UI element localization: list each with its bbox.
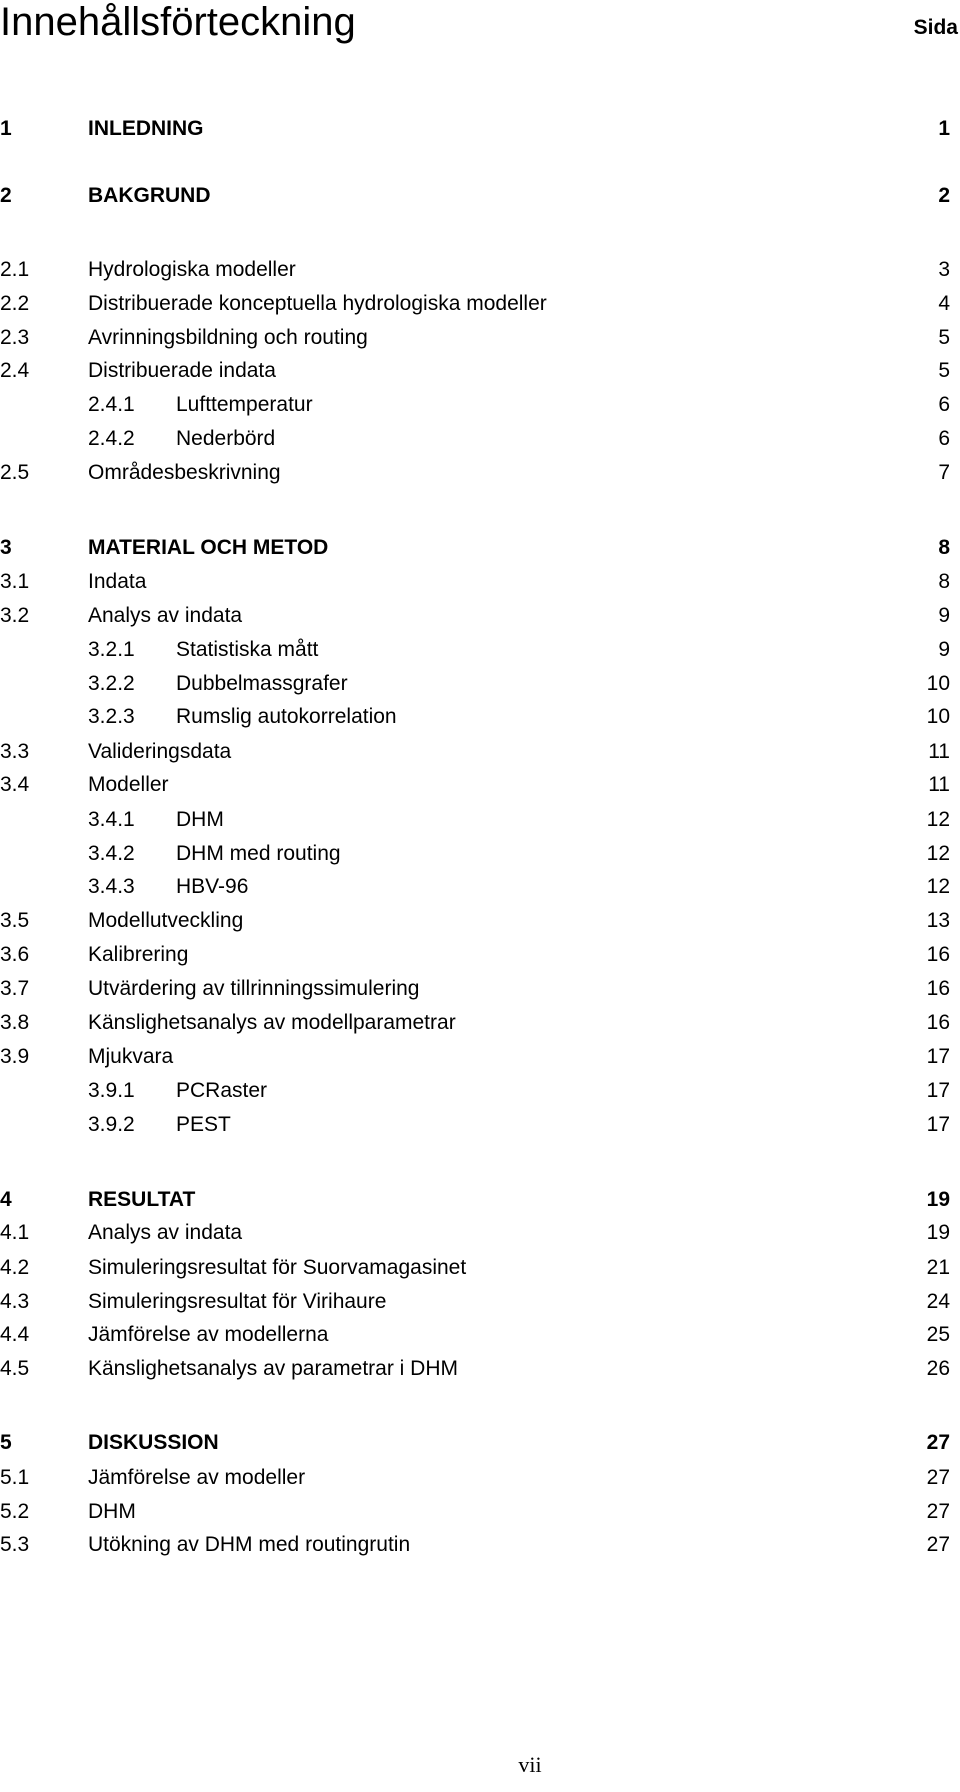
toc-entry-page: 16 (926, 977, 950, 1000)
toc-entry-page: 12 (926, 842, 950, 865)
toc-entry-number: 3.6 (0, 943, 30, 966)
toc-entry (0, 255, 950, 285)
toc-entry-number: 2.4.2 (88, 427, 135, 450)
toc-entry-number: 3.3 (0, 740, 30, 763)
toc-entry (0, 1218, 950, 1248)
toc-entry (0, 1463, 950, 1493)
toc-entry-page: 5 (938, 359, 950, 382)
toc-entry-title: MATERIAL OCH METOD (88, 536, 329, 559)
toc-entry-page: 2 (938, 184, 950, 207)
toc-entry-title: DISKUSSION (88, 1431, 219, 1454)
toc-entry-number: 4 (0, 1188, 12, 1211)
toc-entry-page: 17 (926, 1045, 950, 1068)
toc-entry (0, 737, 950, 767)
toc-entry-title: DHM (88, 1500, 136, 1523)
toc-entry-page: 27 (926, 1533, 950, 1556)
toc-entry (0, 1354, 950, 1384)
toc-entry (0, 872, 950, 902)
toc-entry-number: 3.2.1 (88, 638, 135, 661)
toc-entry-page: 16 (926, 943, 950, 966)
toc-entry-page: 16 (926, 1011, 950, 1034)
toc-entry-title: Jämförelse av modellerna (88, 1323, 329, 1346)
toc-entry-page: 3 (938, 258, 950, 281)
toc-entry-number: 3.4.1 (88, 808, 135, 831)
toc-entry-number: 3 (0, 536, 12, 559)
toc-entry-title: BAKGRUND (88, 184, 211, 207)
toc-entry (0, 289, 950, 319)
toc-entry-number: 3.7 (0, 977, 30, 1000)
toc-entry-page: 4 (938, 292, 950, 315)
toc-entry-title: DHM med routing (176, 842, 341, 865)
toc-entry-number: 4.5 (0, 1357, 30, 1380)
toc-entry-page: 6 (938, 393, 950, 416)
toc-entry-title: Modellutveckling (88, 909, 244, 932)
toc-entry-number: 3.2 (0, 604, 30, 627)
toc-entry (0, 1530, 950, 1560)
toc-entry (0, 839, 950, 869)
toc-entry-title: Utökning av DHM med routingrutin (88, 1533, 411, 1556)
toc-entry-number: 4.1 (0, 1221, 30, 1244)
toc-chapter-entry (0, 1185, 950, 1215)
toc-entry-number: 4.2 (0, 1256, 30, 1279)
toc-entry-page: 5 (938, 326, 950, 349)
toc-chapter-entry (0, 1428, 950, 1458)
toc-entry (0, 974, 950, 1004)
footer-page-number: vii (518, 1752, 542, 1777)
page-column-label: Sida (913, 16, 958, 39)
toc-entry-number: 3.9.2 (88, 1113, 135, 1136)
toc-chapter-entry (0, 114, 950, 144)
toc-entry-page: 17 (926, 1079, 950, 1102)
toc-entry-number: 3.9.1 (88, 1079, 135, 1102)
toc-entry-page: 25 (926, 1323, 950, 1346)
toc-entry (0, 1253, 950, 1283)
toc-entry-page: 27 (926, 1466, 950, 1489)
toc-entry-page: 11 (928, 773, 950, 796)
toc-entry-title: INLEDNING (88, 117, 204, 140)
toc-entry-title: Statistiska mått (176, 638, 319, 661)
toc-entry-page: 19 (926, 1221, 950, 1244)
toc-entry-title: Simuleringsresultat för Suorvamagasinet (88, 1256, 467, 1279)
toc-entry-number: 5 (0, 1431, 12, 1454)
toc-entry-number: 1 (0, 117, 12, 140)
toc-entry-page: 10 (926, 672, 950, 695)
toc-entry-title: Känslighetsanalys av modellparametrar (88, 1011, 456, 1034)
toc-entry-number: 2.2 (0, 292, 30, 315)
toc-entry-title: Indata (88, 570, 147, 593)
toc-entry-page: 9 (938, 638, 950, 661)
toc-entry (0, 567, 950, 597)
toc-entry (0, 458, 950, 488)
toc-entry-title: Simuleringsresultat för Virihaure (88, 1290, 387, 1313)
toc-entry (0, 635, 950, 665)
toc-entry-title: Rumslig autokorrelation (176, 705, 397, 728)
toc-entry (0, 1497, 950, 1527)
toc-entry-title: Hydrologiska modeller (88, 258, 296, 281)
toc-entry (0, 601, 950, 631)
toc-entry-title: Jämförelse av modeller (88, 1466, 306, 1489)
toc-entry-title: Avrinningsbildning och routing (88, 326, 368, 349)
toc-entry-title: PCRaster (176, 1079, 268, 1102)
toc-entry-number: 3.4 (0, 773, 30, 796)
toc-entry-title: DHM (176, 808, 224, 831)
toc-entry-page: 9 (938, 604, 950, 627)
toc-chapter-entry (0, 181, 950, 211)
toc-entry-page: 12 (926, 875, 950, 898)
toc-entry-page: 17 (926, 1113, 950, 1136)
toc-entry-page: 1 (938, 117, 950, 140)
toc-entry-title: PEST (176, 1113, 231, 1136)
toc-entry-number: 3.1 (0, 570, 30, 593)
toc-entry (0, 702, 950, 732)
toc-entry (0, 1110, 950, 1140)
toc-entry-title: Utvärdering av tillrinningssimulering (88, 977, 420, 1000)
toc-entry (0, 390, 950, 420)
toc-entry-page: 6 (938, 427, 950, 450)
toc-entry-title: Distribuerade indata (88, 359, 276, 382)
toc-entry-number: 4.4 (0, 1323, 30, 1346)
toc-entry (0, 356, 950, 386)
toc-entry-number: 2 (0, 184, 12, 207)
toc-entry (0, 1042, 950, 1072)
toc-entry-number: 2.4 (0, 359, 30, 382)
toc-entry-page: 10 (926, 705, 950, 728)
toc-entry (0, 424, 950, 454)
toc-entry-number: 3.2.3 (88, 705, 135, 728)
toc-entry-title: Områdesbeskrivning (88, 461, 281, 484)
toc-entry-number: 3.8 (0, 1011, 30, 1034)
toc-entry-page: 27 (926, 1431, 950, 1454)
toc-entry-title: Valideringsdata (88, 740, 232, 763)
toc-entry-number: 4.3 (0, 1290, 30, 1313)
toc-entry-number: 3.4.3 (88, 875, 135, 898)
toc-entry-number: 2.3 (0, 326, 30, 349)
toc-entry-title: RESULTAT (88, 1188, 196, 1211)
toc-chapter-entry (0, 533, 950, 563)
toc-entry (0, 906, 950, 936)
toc-entry-title: Analys av indata (88, 1221, 243, 1244)
toc-entry-number: 2.1 (0, 258, 30, 281)
toc-entry-number: 2.5 (0, 461, 30, 484)
toc-entry-page: 24 (926, 1290, 950, 1313)
toc-entry-title: Nederbörd (176, 427, 276, 450)
toc-entry-title: Modeller (88, 773, 169, 796)
toc-entry-number: 3.9 (0, 1045, 30, 1068)
toc-entry-number: 5.3 (0, 1533, 30, 1556)
toc-entry (0, 770, 950, 800)
toc-entry-page: 8 (938, 536, 950, 559)
toc-entry-title: Mjukvara (88, 1045, 174, 1068)
toc-entry-number: 5.1 (0, 1466, 30, 1489)
page-title: Innehållsförteckning (0, 0, 356, 44)
toc-entry-title: Kalibrering (88, 943, 189, 966)
toc-entry-title: Känslighetsanalys av parametrar i DHM (88, 1357, 458, 1380)
toc-entry (0, 669, 950, 699)
toc-entry (0, 323, 950, 353)
toc-entry (0, 805, 950, 835)
toc-entry-page: 27 (926, 1500, 950, 1523)
toc-entry-number: 3.4.2 (88, 842, 135, 865)
toc-entry-title: Distribuerade konceptuella hydrologiska modeller (88, 292, 547, 315)
toc-entry (0, 1076, 950, 1106)
toc-entry-page: 19 (926, 1188, 950, 1211)
toc-entry-title: HBV-96 (176, 875, 249, 898)
toc-entry (0, 1008, 950, 1038)
toc-entry-page: 8 (938, 570, 950, 593)
toc-entry-title: Lufttemperatur (176, 393, 313, 416)
toc-entry-page: 21 (926, 1256, 950, 1279)
toc-entry-page: 12 (926, 808, 950, 831)
toc-entry-page: 26 (926, 1357, 950, 1380)
toc-entry-title: Analys av indata (88, 604, 243, 627)
toc-entry-number: 2.4.1 (88, 393, 135, 416)
toc-entry-number: 3.5 (0, 909, 30, 932)
toc-entry-page: 13 (926, 909, 950, 932)
toc-entry-page: 7 (938, 461, 950, 484)
toc-entry-title: Dubbelmassgrafer (176, 672, 348, 695)
toc-entry (0, 1287, 950, 1317)
toc-entry (0, 940, 950, 970)
toc-entry (0, 1320, 950, 1350)
toc-entry-number: 3.2.2 (88, 672, 135, 695)
toc-entry-page: 11 (928, 740, 950, 763)
toc-entry-number: 5.2 (0, 1500, 30, 1523)
